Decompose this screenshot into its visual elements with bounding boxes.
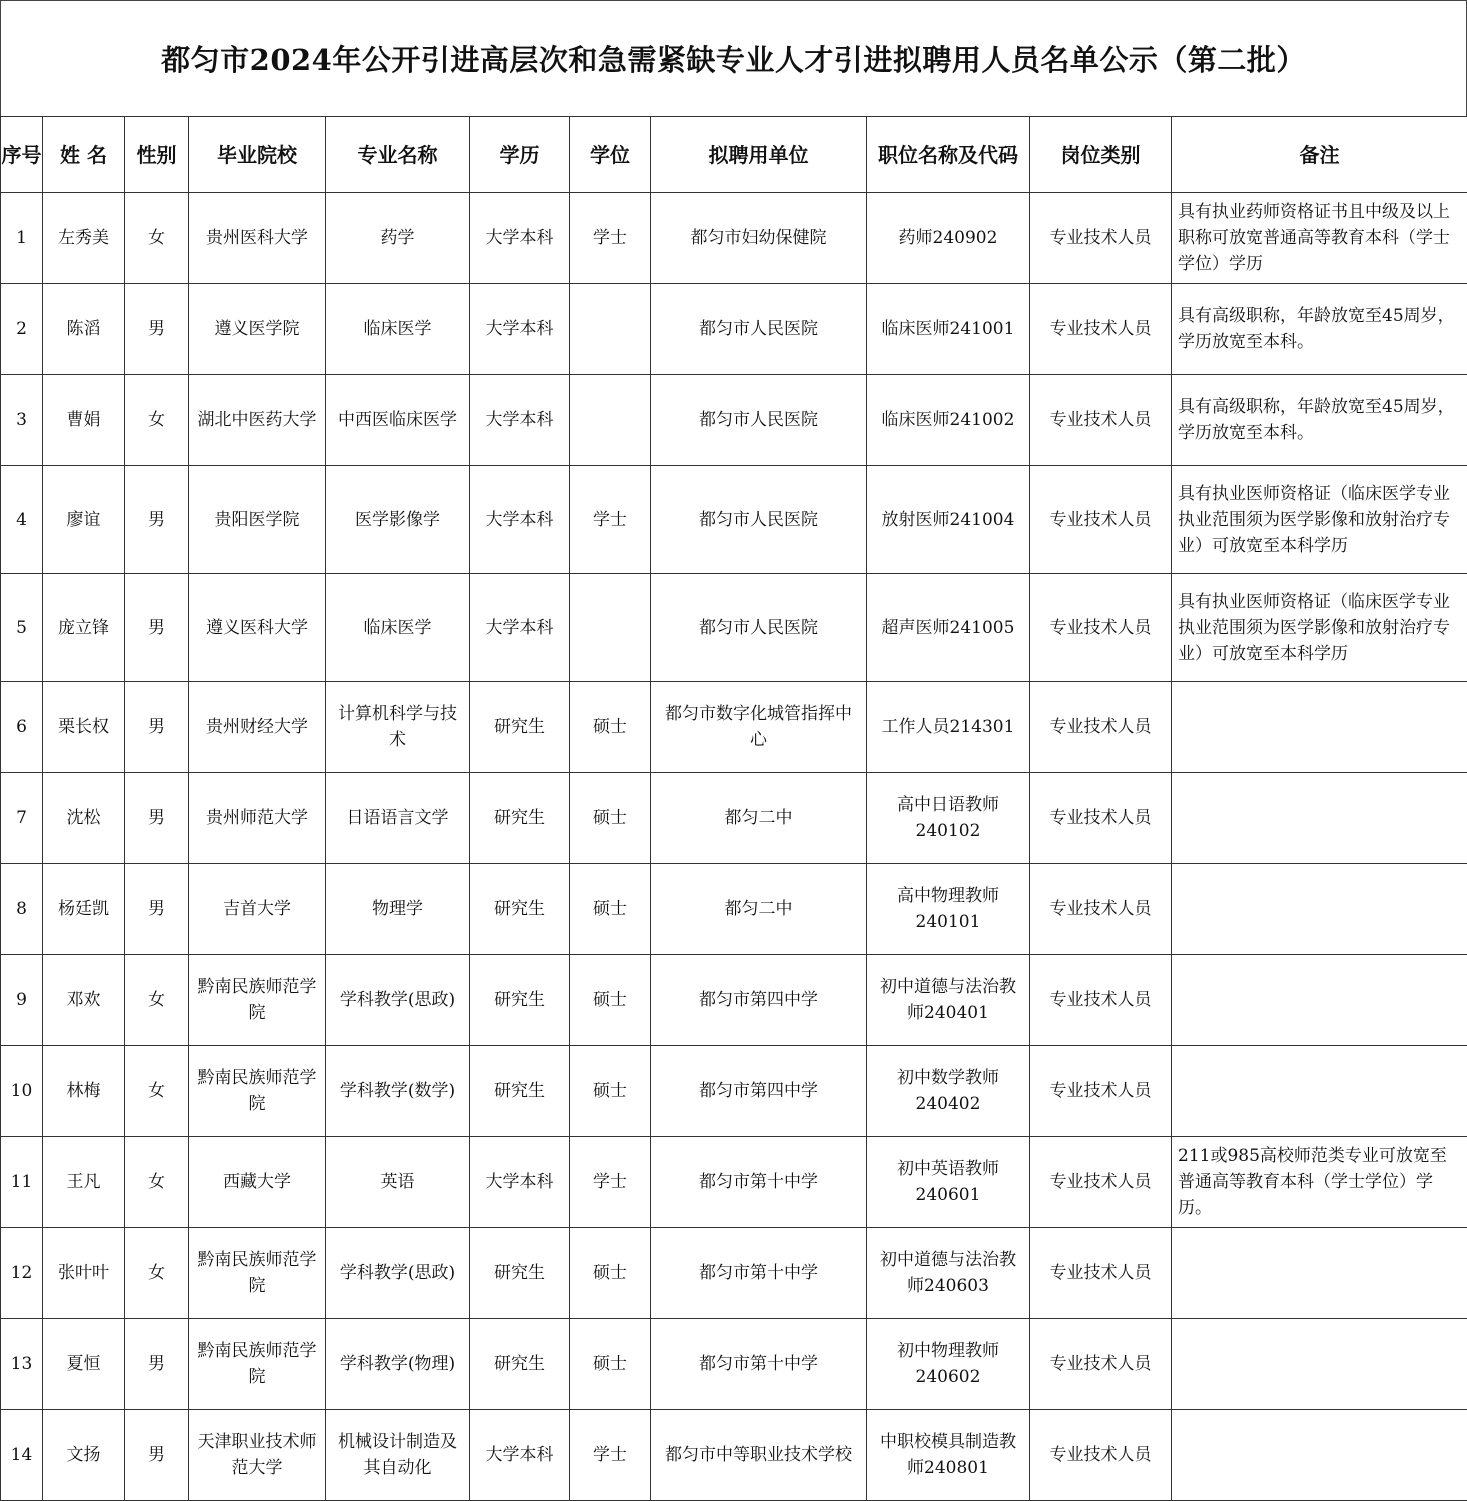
cell-education: 大学本科 xyxy=(470,375,570,466)
cell-category: 专业技术人员 xyxy=(1030,193,1172,284)
cell-education: 大学本科 xyxy=(470,574,570,682)
header-education: 学历 xyxy=(470,117,570,193)
cell-gender: 男 xyxy=(125,574,189,682)
cell-category: 专业技术人员 xyxy=(1030,1319,1172,1410)
cell-gender: 女 xyxy=(125,955,189,1046)
cell-gender: 男 xyxy=(125,1410,189,1501)
cell-education: 研究生 xyxy=(470,1046,570,1137)
cell-unit: 都匀市第十中学 xyxy=(651,1319,867,1410)
cell-school: 吉首大学 xyxy=(189,864,326,955)
cell-gender: 女 xyxy=(125,1228,189,1319)
table-row xyxy=(1,773,1467,864)
cell-name: 张叶叶 xyxy=(43,1228,125,1319)
header-seq: 序号 xyxy=(1,117,43,193)
cell-note: 具有执业医师资格证（临床医学专业执业范围须为医学影像和放射治疗专业）可放宽至本科学历 xyxy=(1172,466,1467,574)
cell-major: 计算机科学与技术 xyxy=(326,682,470,773)
cell-note xyxy=(1172,864,1467,955)
cell-school: 遵义医科大学 xyxy=(189,574,326,682)
cell-degree: 硕士 xyxy=(570,864,651,955)
cell-seq: 9 xyxy=(1,955,43,1046)
cell-note xyxy=(1172,1228,1467,1319)
cell-seq: 8 xyxy=(1,864,43,955)
cell-degree: 学士 xyxy=(570,466,651,574)
cell-unit: 都匀市人民医院 xyxy=(651,466,867,574)
cell-note xyxy=(1172,1046,1467,1137)
cell-name: 王凡 xyxy=(43,1137,125,1228)
cell-gender: 男 xyxy=(125,1319,189,1410)
header-gender: 性别 xyxy=(125,117,189,193)
cell-seq: 6 xyxy=(1,682,43,773)
cell-major: 日语语言文学 xyxy=(326,773,470,864)
cell-name: 陈滔 xyxy=(43,284,125,375)
cell-major: 医学影像学 xyxy=(326,466,470,574)
cell-major: 中西医临床医学 xyxy=(326,375,470,466)
cell-degree xyxy=(570,375,651,466)
cell-name: 左秀美 xyxy=(43,193,125,284)
header-degree: 学位 xyxy=(570,117,651,193)
cell-gender: 男 xyxy=(125,773,189,864)
cell-position: 工作人员214301 xyxy=(867,682,1030,773)
cell-position: 高中物理教师240101 xyxy=(867,864,1030,955)
cell-position: 中职校模具制造教师240801 xyxy=(867,1410,1030,1501)
cell-school: 西藏大学 xyxy=(189,1137,326,1228)
cell-seq: 13 xyxy=(1,1319,43,1410)
cell-education: 大学本科 xyxy=(470,466,570,574)
header-unit: 拟聘用单位 xyxy=(651,117,867,193)
cell-note xyxy=(1172,773,1467,864)
cell-gender: 男 xyxy=(125,864,189,955)
cell-education: 研究生 xyxy=(470,1228,570,1319)
cell-name: 曹娟 xyxy=(43,375,125,466)
cell-education: 研究生 xyxy=(470,1319,570,1410)
cell-major: 药学 xyxy=(326,193,470,284)
cell-education: 大学本科 xyxy=(470,284,570,375)
cell-unit: 都匀二中 xyxy=(651,773,867,864)
cell-category: 专业技术人员 xyxy=(1030,1137,1172,1228)
cell-gender: 女 xyxy=(125,193,189,284)
document-title: 都匀市2024年公开引进高层次和急需紧缺专业人才引进拟聘用人员名单公示（第二批） xyxy=(0,0,1467,116)
cell-note xyxy=(1172,955,1467,1046)
cell-category: 专业技术人员 xyxy=(1030,1228,1172,1319)
cell-position: 初中道德与法治教师240401 xyxy=(867,955,1030,1046)
cell-name: 沈松 xyxy=(43,773,125,864)
table-body xyxy=(1,193,1467,1501)
cell-seq: 14 xyxy=(1,1410,43,1501)
cell-category: 专业技术人员 xyxy=(1030,682,1172,773)
cell-education: 研究生 xyxy=(470,773,570,864)
cell-seq: 4 xyxy=(1,466,43,574)
cell-education: 研究生 xyxy=(470,864,570,955)
cell-note xyxy=(1172,682,1467,773)
cell-school: 贵州财经大学 xyxy=(189,682,326,773)
table-row xyxy=(1,1228,1467,1319)
cell-gender: 女 xyxy=(125,375,189,466)
cell-school: 湖北中医药大学 xyxy=(189,375,326,466)
table-row xyxy=(1,682,1467,773)
cell-name: 林梅 xyxy=(43,1046,125,1137)
table-row xyxy=(1,1046,1467,1137)
cell-degree: 硕士 xyxy=(570,1319,651,1410)
cell-note: 具有高级职称，年龄放宽至45周岁，学历放宽至本科。 xyxy=(1172,375,1467,466)
cell-degree: 硕士 xyxy=(570,955,651,1046)
cell-degree: 硕士 xyxy=(570,1046,651,1137)
cell-education: 研究生 xyxy=(470,682,570,773)
cell-unit: 都匀市中等职业技术学校 xyxy=(651,1410,867,1501)
cell-seq: 12 xyxy=(1,1228,43,1319)
cell-category: 专业技术人员 xyxy=(1030,574,1172,682)
cell-note xyxy=(1172,1319,1467,1410)
cell-unit: 都匀市人民医院 xyxy=(651,574,867,682)
cell-unit: 都匀市人民医院 xyxy=(651,375,867,466)
cell-gender: 女 xyxy=(125,1137,189,1228)
cell-gender: 男 xyxy=(125,682,189,773)
header-name: 姓 名 xyxy=(43,117,125,193)
cell-unit: 都匀二中 xyxy=(651,864,867,955)
cell-position: 药师240902 xyxy=(867,193,1030,284)
cell-position: 高中日语教师240102 xyxy=(867,773,1030,864)
cell-position: 初中英语教师240601 xyxy=(867,1137,1030,1228)
cell-major: 学科教学(数学) xyxy=(326,1046,470,1137)
cell-school: 贵阳医学院 xyxy=(189,466,326,574)
cell-position: 初中数学教师240402 xyxy=(867,1046,1030,1137)
cell-note: 211或985高校师范类专业可放宽至普通高等教育本科（学士学位）学历。 xyxy=(1172,1137,1467,1228)
cell-education: 大学本科 xyxy=(470,1137,570,1228)
header-school: 毕业院校 xyxy=(189,117,326,193)
cell-category: 专业技术人员 xyxy=(1030,375,1172,466)
cell-degree: 学士 xyxy=(570,193,651,284)
cell-position: 初中道德与法治教师240603 xyxy=(867,1228,1030,1319)
header-position: 职位名称及代码 xyxy=(867,117,1030,193)
cell-seq: 10 xyxy=(1,1046,43,1137)
cell-position: 临床医师241001 xyxy=(867,284,1030,375)
cell-degree: 硕士 xyxy=(570,773,651,864)
cell-major: 临床医学 xyxy=(326,284,470,375)
cell-position: 放射医师241004 xyxy=(867,466,1030,574)
cell-name: 庞立锋 xyxy=(43,574,125,682)
cell-major: 物理学 xyxy=(326,864,470,955)
cell-school: 黔南民族师范学院 xyxy=(189,1046,326,1137)
header-note: 备注 xyxy=(1172,117,1467,193)
personnel-table xyxy=(0,116,1467,1501)
cell-seq: 2 xyxy=(1,284,43,375)
cell-degree xyxy=(570,284,651,375)
table-row xyxy=(1,574,1467,682)
cell-major: 学科教学(思政) xyxy=(326,955,470,1046)
cell-category: 专业技术人员 xyxy=(1030,284,1172,375)
cell-name: 栗长权 xyxy=(43,682,125,773)
cell-seq: 5 xyxy=(1,574,43,682)
cell-unit: 都匀市妇幼保健院 xyxy=(651,193,867,284)
cell-seq: 7 xyxy=(1,773,43,864)
cell-degree: 硕士 xyxy=(570,1228,651,1319)
cell-degree: 学士 xyxy=(570,1410,651,1501)
cell-category: 专业技术人员 xyxy=(1030,1046,1172,1137)
cell-major: 学科教学(物理) xyxy=(326,1319,470,1410)
cell-category: 专业技术人员 xyxy=(1030,1410,1172,1501)
cell-position: 临床医师241002 xyxy=(867,375,1030,466)
cell-school: 黔南民族师范学院 xyxy=(189,1319,326,1410)
cell-name: 杨廷凯 xyxy=(43,864,125,955)
cell-category: 专业技术人员 xyxy=(1030,466,1172,574)
header-major: 专业名称 xyxy=(326,117,470,193)
cell-major: 机械设计制造及其自动化 xyxy=(326,1410,470,1501)
cell-position: 初中物理教师240602 xyxy=(867,1319,1030,1410)
cell-note: 具有执业医师资格证（临床医学专业执业范围须为医学影像和放射治疗专业）可放宽至本科学历 xyxy=(1172,574,1467,682)
cell-education: 研究生 xyxy=(470,955,570,1046)
cell-school: 黔南民族师范学院 xyxy=(189,1228,326,1319)
cell-major: 临床医学 xyxy=(326,574,470,682)
cell-degree: 学士 xyxy=(570,1137,651,1228)
cell-category: 专业技术人员 xyxy=(1030,955,1172,1046)
cell-name: 夏恒 xyxy=(43,1319,125,1410)
cell-unit: 都匀市数字化城管指挥中心 xyxy=(651,682,867,773)
cell-education: 大学本科 xyxy=(470,1410,570,1501)
cell-name: 廖谊 xyxy=(43,466,125,574)
cell-gender: 女 xyxy=(125,1046,189,1137)
cell-school: 贵州医科大学 xyxy=(189,193,326,284)
header-category: 岗位类别 xyxy=(1030,117,1172,193)
cell-gender: 男 xyxy=(125,284,189,375)
cell-position: 超声医师241005 xyxy=(867,574,1030,682)
cell-major: 英语 xyxy=(326,1137,470,1228)
cell-category: 专业技术人员 xyxy=(1030,864,1172,955)
cell-name: 文扬 xyxy=(43,1410,125,1501)
table-row xyxy=(1,955,1467,1046)
cell-seq: 1 xyxy=(1,193,43,284)
cell-seq: 11 xyxy=(1,1137,43,1228)
cell-name: 邓欢 xyxy=(43,955,125,1046)
cell-school: 贵州师范大学 xyxy=(189,773,326,864)
cell-unit: 都匀市第十中学 xyxy=(651,1228,867,1319)
cell-category: 专业技术人员 xyxy=(1030,773,1172,864)
table-row xyxy=(1,284,1467,375)
cell-unit: 都匀市第四中学 xyxy=(651,955,867,1046)
cell-unit: 都匀市第十中学 xyxy=(651,1137,867,1228)
table-row xyxy=(1,1137,1467,1228)
cell-unit: 都匀市人民医院 xyxy=(651,284,867,375)
cell-education: 大学本科 xyxy=(470,193,570,284)
cell-note: 具有高级职称，年龄放宽至45周岁，学历放宽至本科。 xyxy=(1172,284,1467,375)
table-row xyxy=(1,1410,1467,1501)
cell-school: 黔南民族师范学院 xyxy=(189,955,326,1046)
cell-gender: 男 xyxy=(125,466,189,574)
cell-note: 具有执业药师资格证书且中级及以上职称可放宽普通高等教育本科（学士学位）学历 xyxy=(1172,193,1467,284)
cell-note xyxy=(1172,1410,1467,1501)
cell-degree xyxy=(570,574,651,682)
table-row xyxy=(1,375,1467,466)
cell-degree: 硕士 xyxy=(570,682,651,773)
table-row xyxy=(1,864,1467,955)
table-row xyxy=(1,1319,1467,1410)
table-row xyxy=(1,466,1467,574)
cell-unit: 都匀市第四中学 xyxy=(651,1046,867,1137)
table-header-row xyxy=(1,117,1467,193)
table-row xyxy=(1,193,1467,284)
cell-major: 学科教学(思政) xyxy=(326,1228,470,1319)
cell-seq: 3 xyxy=(1,375,43,466)
cell-school: 遵义医学院 xyxy=(189,284,326,375)
cell-school: 天津职业技术师范大学 xyxy=(189,1410,326,1501)
